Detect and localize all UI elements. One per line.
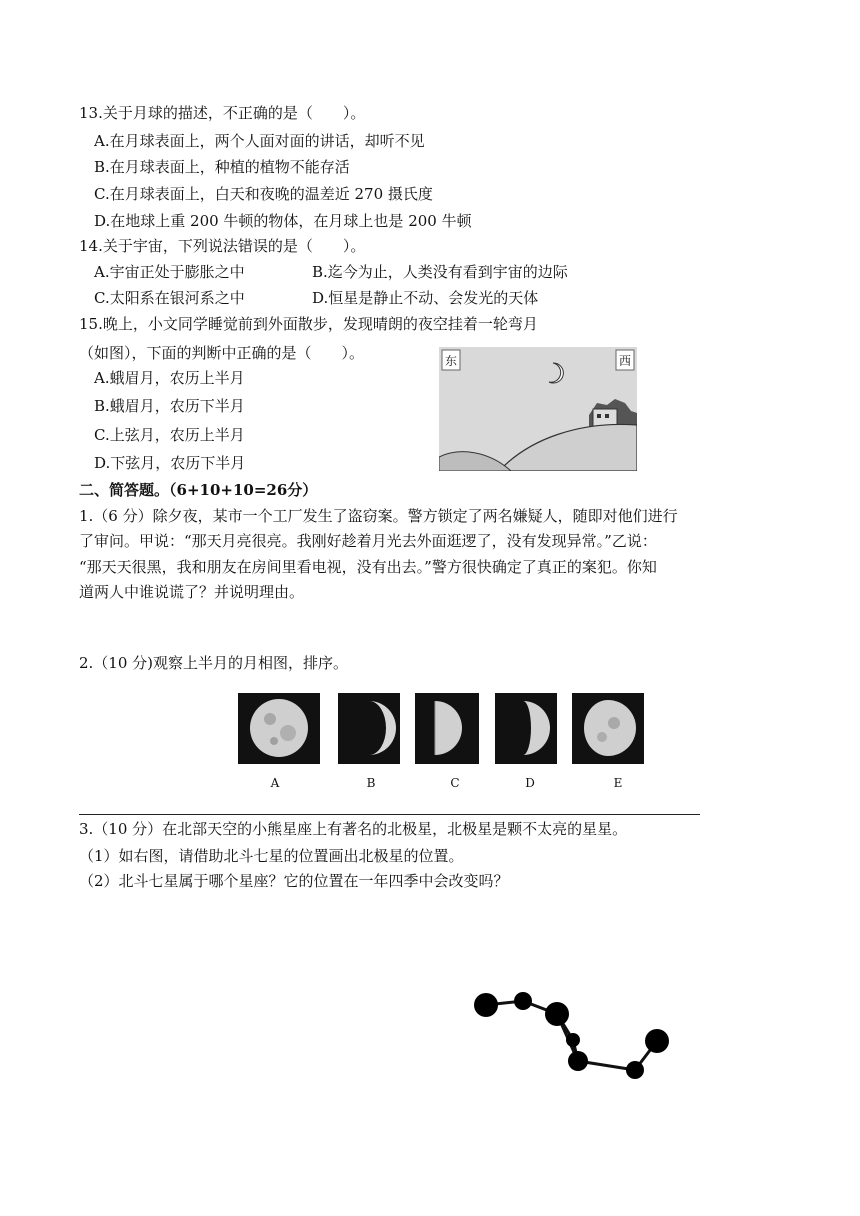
q13-stem: 13.关于月球的描述，不正确的是（ ）。 — [79, 104, 366, 122]
star-1 — [474, 993, 498, 1017]
q15-option-c[interactable]: C.上弦月，农历上半月 — [94, 426, 245, 444]
crescent-moon-figure — [439, 347, 637, 471]
q13-option-a[interactable]: A.在月球表面上，两个人面对面的讲话，却听不见 — [94, 132, 425, 150]
moon-phase-c — [415, 693, 479, 764]
q14-stem: 14.关于宇宙，下列说法错误的是（ ）。 — [79, 237, 366, 255]
q13-option-b[interactable]: B.在月球表面上，种植的植物不能存活 — [94, 158, 350, 176]
moon-phase-b — [338, 693, 400, 764]
star-3 — [545, 1002, 569, 1026]
q3-line-2: （1）如右图，请借助北斗七星的位置画出北极星的位置。 — [79, 847, 464, 865]
q15-option-d[interactable]: D.下弦月，农历下半月 — [94, 454, 246, 472]
star-6 — [626, 1061, 644, 1079]
moon-label-b: B — [366, 776, 376, 790]
star-2 — [514, 992, 532, 1010]
q15-stem-line2: （如图），下面的判断中正确的是（ ）。 — [79, 344, 365, 362]
answer-underline[interactable] — [79, 814, 700, 815]
big-dipper-diagram[interactable] — [460, 985, 680, 1085]
moon-label-a: A — [270, 776, 280, 790]
q1-line-3: “那天天很黑，我和朋友在房间里看电视，没有出去。”警方很快确定了真正的案犯。你知 — [79, 558, 657, 576]
q1-line-1: 1.（6 分）除夕夜，某市一个工厂发生了盗窃案。警方锁定了两名嫌疑人，随即对他们进行 — [79, 507, 678, 525]
moon-phase-d — [495, 693, 557, 764]
q14-option-c[interactable]: C.太阳系在银河系之中 — [94, 289, 245, 307]
q2-stem: 2.（10 分)观察上半月的月相图，排序。 — [79, 654, 349, 672]
moon-phase-e — [572, 693, 644, 764]
q13-option-d[interactable]: D.在地球上重 200 牛顿的物体，在月球上也是 200 牛顿 — [94, 212, 472, 230]
star-5 — [568, 1051, 588, 1071]
star-4 — [566, 1033, 580, 1047]
moon-label-d: D — [525, 776, 535, 790]
west-label: 西 — [618, 354, 632, 368]
q3-line-1: 3.（10 分）在北部天空的小熊星座上有著名的北极星，北极星是颗不太亮的星星。 — [79, 820, 628, 838]
q15-option-b[interactable]: B.蛾眉月，农历下半月 — [94, 397, 245, 415]
q14-option-a[interactable]: A.宇宙正处于膨胀之中 — [94, 263, 245, 281]
moon-phase-a — [238, 693, 320, 764]
star-7 — [645, 1029, 669, 1053]
east-label: 东 — [444, 354, 458, 368]
q14-option-d[interactable]: D.恒星是静止不动、会发光的天体 — [312, 289, 539, 307]
q15-option-a[interactable]: A.蛾眉月，农历上半月 — [94, 369, 245, 387]
q14-option-b[interactable]: B.迄今为止，人类没有看到宇宙的边际 — [312, 263, 568, 281]
q1-line-4: 道两人中谁说谎了？并说明理由。 — [79, 583, 305, 601]
moon-label-e: E — [613, 776, 623, 790]
q15-stem-line1: 15.晚上，小文同学睡觉前到外面散步，发现晴朗的夜空挂着一轮弯月 — [79, 315, 538, 333]
moon-label-c: C — [450, 776, 460, 790]
q13-option-c[interactable]: C.在月球表面上，白天和夜晚的温差近 270 摄氏度 — [94, 185, 433, 203]
q1-line-2: 了审问。甲说：“那天月亮很亮。我刚好趁着月光去外面逛逻了，没有发现异常。”乙说： — [79, 532, 657, 550]
q3-line-3: （2）北斗七星属于哪个星座？它的位置在一年四季中会改变吗？ — [79, 872, 509, 890]
section2-title: 二、简答题。（6+10+10=26分） — [79, 481, 318, 499]
